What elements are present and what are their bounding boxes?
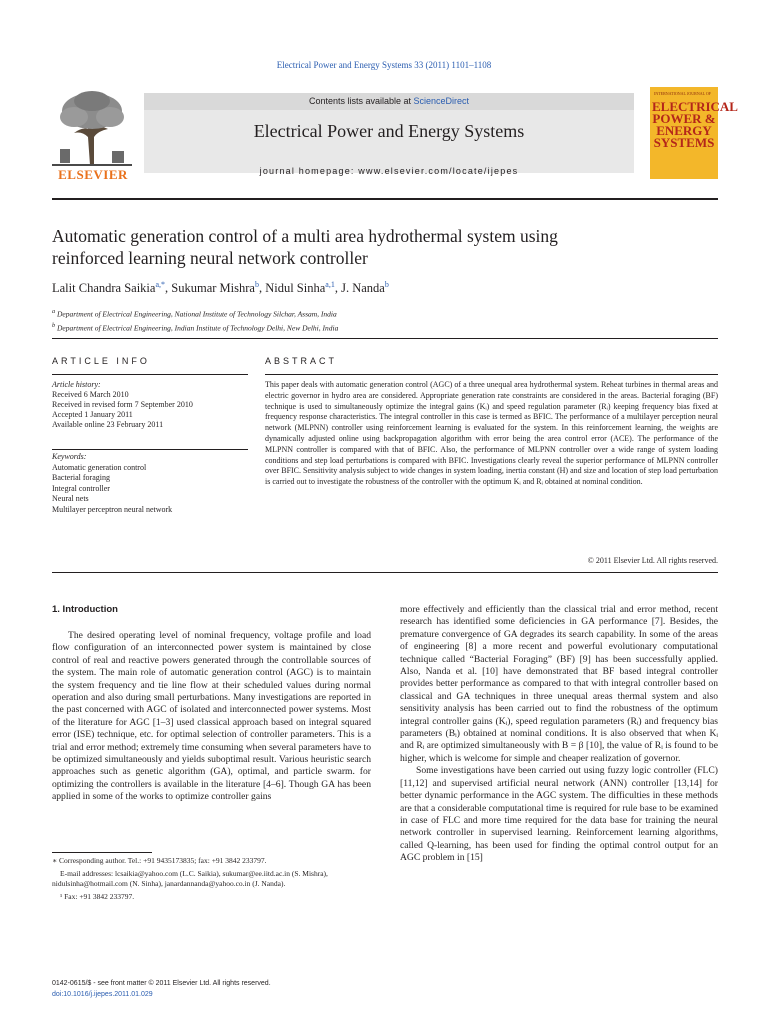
contents-line [144,96,634,106]
history-line: Accepted 1 January 2011 [52,410,133,419]
divider [52,338,718,339]
body-paragraph: more effectively and efficiently than the classical trial and error method, recent research has identified some deficiencies in GA performance [7]. Besides, the premature convergence of GA degrades its search capability. In some of the areas of engineering [8] a more recent and powerful evolutionary computational technique called “Bacterial Foraging” (BF) [9] has been successfully applied. Also, Nanda et al. [10] have demonstrated that BF based integral controller provides better performance as compared to that with integral controller based on classical and GA techniques in three unequal areas thermal system and also sensitivity analysis has been carried out to find the robustness of the optimum integral controller gains (Kᵢ), speed regulation parameters (Rᵢ) and frequency bias parameters (Bᵢ) obtained at nominal conditions. It is also observed that when Kᵢ and Rᵢ are optimized simultaneously with B = β [10], the value of Rᵢ is found to be higher, which is welcome for simple and cheaper realization of governor. [400,604,718,764]
sciencedirect-link[interactable]: ScienceDirect [413,96,470,106]
author-name: Sukumar Mishra [171,281,255,296]
affiliation-item [52,320,712,334]
journal-reference[interactable]: Electrical Power and Energy Systems 33 (2011) 1101–1108 [276,60,492,70]
abstract-text: This paper deals with automatic generation control (AGC) of a three unequal area hydrothermal system. Reheat turbines in thermal areas and electric governor in hydro area are considered. Appropriate generation rate constraints are considered in the areas. Bacterial foraging (BF) technique is used to simultaneously optimize the integral gains (Kᵢ) and speed regulation parameter (Rᵢ) keeping frequency bias fixed at frequency response characteristics. The integral controller in this case is termed as BFIC. The performance of a multilayer perception neural network (MLPNN) controller using reinforcement learning is evaluated for the system. In this reinforcement learning, the weights are dynamically adjusted online using backpropagation algorithm with error being the area control error (ACE). The performance of the MLPNN controller is compared with that of BFIC. Also, the performance of MLPNN controller over a wide range of system loading conditions and step load perturbations is compared with BFIC. Investigations clearly reveal the superior performance of MLPNN controller over BFIC. Sensitivity analysis subject to wide changes in system loading, inertia constant (H) and size and location of step load perturbation is carried out to investigate the robustness of the controller with the optimum Kᵢ and Rᵢ obtained at nominal condition. [265,380,718,487]
issn-line: 0142-0615/$ - see front matter © 2011 Elsevier Ltd. All rights reserved. [52,980,271,987]
doi-link[interactable]: doi:10.1016/j.ijepes.2011.01.029 [52,991,153,998]
history-line: Received 6 March 2010 [52,390,129,399]
author-name: Nidul Sinha [265,281,326,296]
footnote-rule [52,852,152,853]
footnote-emails: E-mail addresses: lcsaikia@yahoo.com (L.C. Saikia), sukumar@ee.iitd.ac.in (S. Mishra), nidulsinha@hotmail.com (N. Sinha), janardannanda@yahoo.co.in (J. Nanda). [52,868,328,888]
paper-title-line-1: Automatic generation control of a multi area hydrothermal system using [52,226,558,246]
header-band [144,93,634,176]
body-paragraph: Some investigations have been carried out using fuzzy logic controller (FLC) [11,12] and supervised artificial neural network (ANN) controller [13,14] for better dynamic performance in the AGC system. The difficulties in these methods are that a considerable computational time is required for rule base to be examined in case of FLC and more time required for the data base for training the neural network controller in supervised learning. Reinforcement learning algorithms, called Q-learning, has been used for finding the optimal control output for an AGC problem in [15] [400,765,718,864]
cover-subtitle: INTERNATIONAL JOURNAL OF [654,91,712,96]
footnotes [52,856,371,904]
journal-header [52,87,738,187]
footnote-fax: ¹ Fax: +91 3842 233797. [60,891,135,901]
author-name: Lalit Chandra Saikia [52,281,156,296]
author-affiliation-sup[interactable]: a,* [155,280,166,289]
author-affiliation-sup[interactable]: b [254,280,259,289]
footnote-corresponding: ∗ Corresponding author. Tel.: +91 9435173835; fax: +91 3842 233797. [52,856,267,865]
affiliation-item [52,306,712,320]
paper-title-line-2: reinforced learning neural network controller [52,248,368,268]
history-line: Received in revised form 7 September 2010 [52,400,193,409]
keyword-item: Multilayer perceptron neural network [52,504,173,514]
header-rule [52,198,718,200]
keyword-item: Automatic generation control [52,462,147,472]
affiliation-sup: a [52,308,56,315]
article-history [52,380,248,430]
divider [52,374,248,375]
divider [265,374,718,375]
journal-homepage[interactable]: journal homepage: www.elsevier.com/locate/ijepes [259,166,519,176]
keyword-item: Integral controller [52,483,110,493]
affiliation-text: Department of Electrical Engineering, National Institute of Technology Silchar, Assam, India [57,309,337,319]
body-column-right [400,604,718,865]
author-affiliation-sup[interactable]: b [384,280,389,289]
abstract-heading: ABSTRACT [265,356,338,366]
affiliation-text: Department of Electrical Engineering, Indian Institute of Technology Delhi, New Delhi, India [57,323,339,332]
keyword-item: Neural nets [52,494,89,503]
tree-icon [52,87,132,167]
history-label: Article history: [52,380,101,389]
divider [52,449,248,450]
journal-title: Electrical Power and Energy Systems [253,121,525,141]
introduction-heading: 1. Introduction [52,604,118,615]
keywords-label: Keywords: [52,452,87,461]
publisher-name: ELSEVIER [58,167,128,182]
cover-title: ELECTRICAL POWER & ENERGY SYSTEMS [652,99,738,150]
keywords [52,452,248,515]
affiliation-sup: b [52,321,56,329]
keyword-item: Bacterial foraging [52,473,110,482]
body-paragraph: The desired operating level of nominal frequency, voltage profile and load flow configuration of an interconnected power system is maintained by close control of real and reactive powers generated through the controllable sources of the system. The main role of automatic generation control (AGC) is to maintain the system frequency and tie line flow at their scheduled values during normal operation and also during small perturbations. Many investigations are reported in the past concerned with AGC of isolated and interconnected power systems. Most of the literature for AGC [1–3] used classical approach based on integral squared error (ISE) technique, etc. for optimal selection of controller parameters. This is a trial and error method; extremely time consuming when several parameters have to be optimized simultaneously and yields suboptimal result. Various heuristic search approaches such as genetic algorithm (GA), optimal, and particle swarm. for optimizing the controllers is available in the literature [4–6]. Though GA has been applied in some of the works to optimize controller gains [52,630,371,803]
contents-prefix: Contents lists available at [308,96,414,106]
body-column-left [52,630,371,804]
author-name: J. Nanda [341,281,385,296]
article-info-heading: ARTICLE INFO [52,356,150,366]
author-affiliation-sup[interactable]: a,1 [325,280,335,289]
author-list: Lalit Chandra Saikia$^{a,*}$, Sukumar Mishra$^b$, Nidul Sinha$^{a,1}$, J. Nanda$^b$ [52,280,389,296]
affiliations [52,306,712,333]
paper-title [52,225,712,269]
journal-cover-image [650,87,738,179]
divider [52,572,718,573]
issn-block [52,978,371,1000]
copyright-notice: © 2011 Elsevier Ltd. All rights reserved. [587,556,718,565]
history-line: Available online 23 February 2011 [52,420,164,429]
